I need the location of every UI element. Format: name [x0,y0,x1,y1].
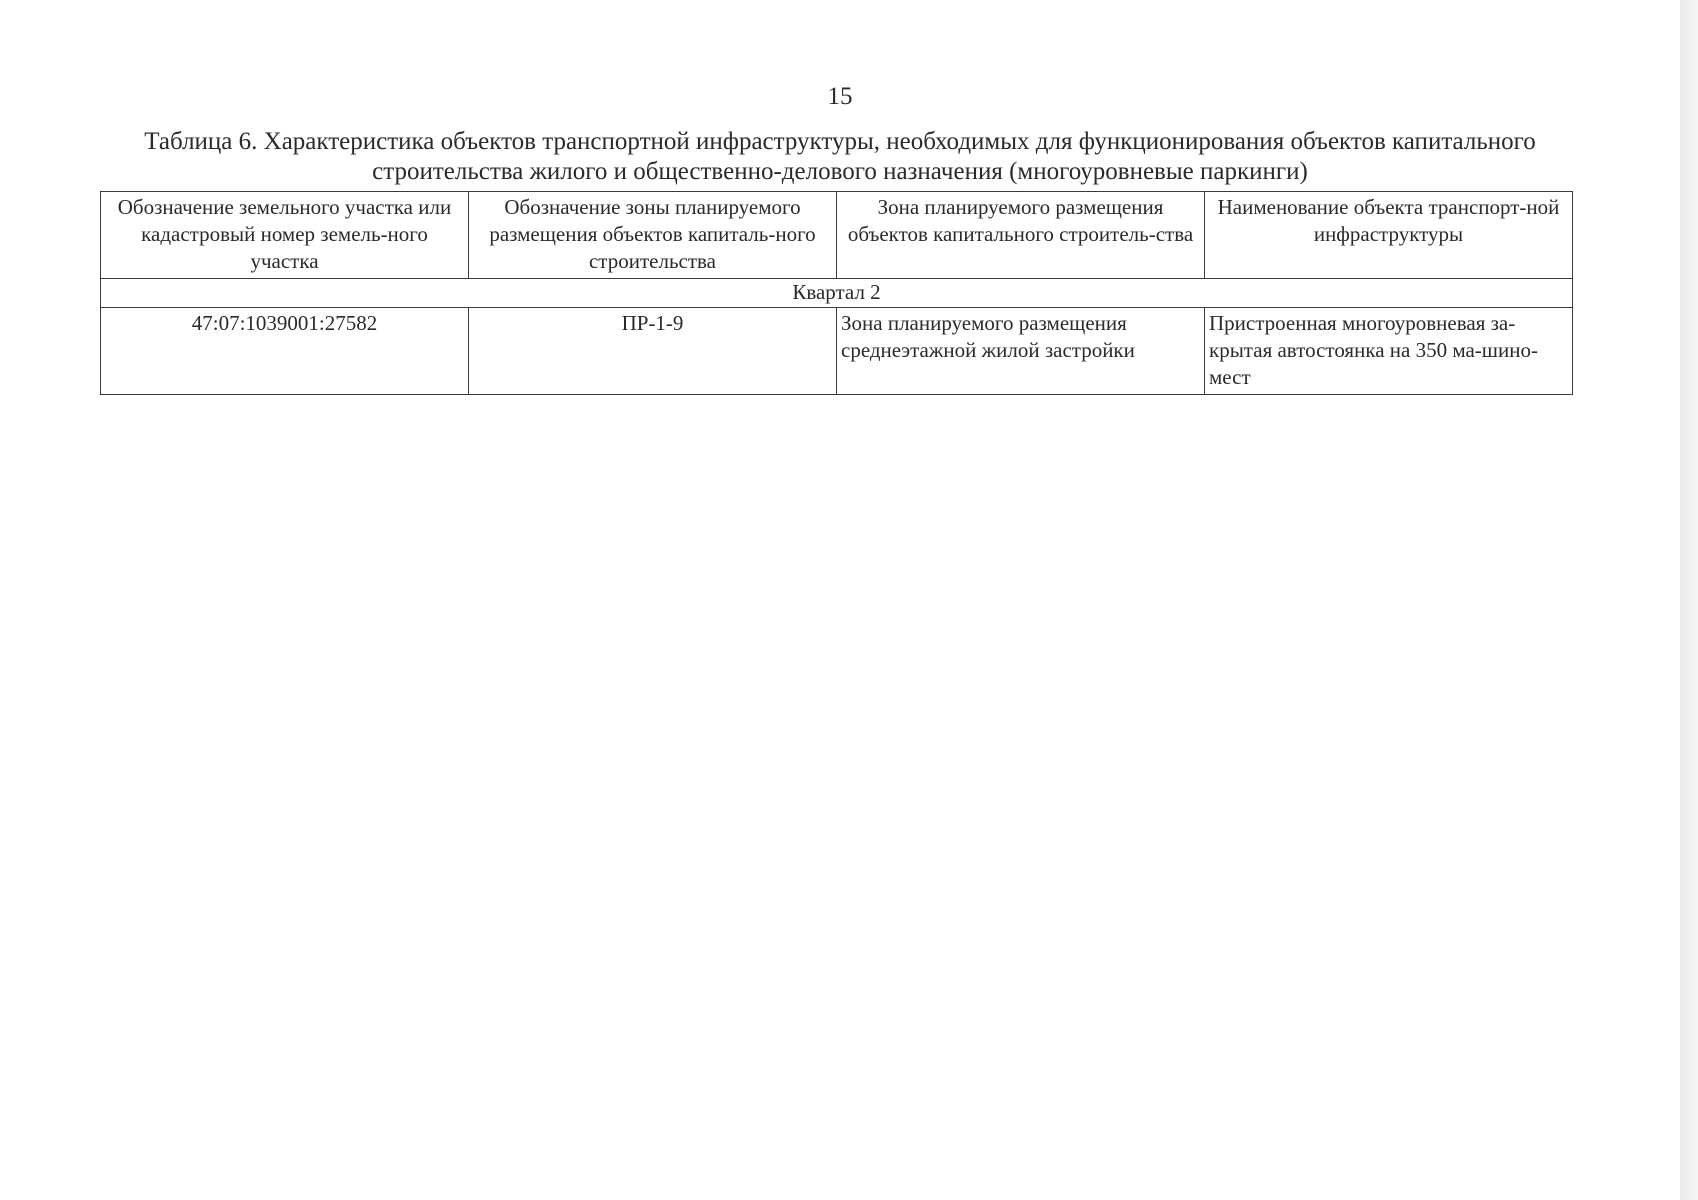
transport-infrastructure-table [100,191,1573,395]
cell-object-name: Пристроенная многоуровневая за-крытая автостоянка на 350 ма-шино-мест [1205,308,1573,395]
table-caption: Таблица 6. Характеристика объектов транспортной инфраструктуры, необходимых для функционирования объектов капитального строительства жилого и общественно-делового назначения (многоуровневые паркинги) [144,128,1536,185]
page-edge [1680,0,1698,1200]
section-label: Квартал 2 [101,279,1573,308]
header-land-plot: Обозначение земельного участка или кадастровый номер земель-ного участка [101,192,469,279]
table-section-row [101,279,1573,308]
cell-zone-designation: ПР-1-9 [469,308,837,395]
cell-zone-name: Зона планируемого размещения среднеэтажной жилой застройки [837,308,1205,395]
cell-cadastral-number: 47:07:1039001:27582 [101,308,469,395]
table-row [101,308,1573,395]
page-number: 15 [827,83,853,110]
header-zone-name: Зона планируемого размещения объектов капитального строитель-ства [837,192,1205,279]
header-zone-designation: Обозначение зоны планируемого размещения объектов капиталь-ного строительства [469,192,837,279]
table-header-row [101,192,1573,279]
header-object-name: Наименование объекта транспорт-ной инфраструктуры [1205,192,1573,279]
